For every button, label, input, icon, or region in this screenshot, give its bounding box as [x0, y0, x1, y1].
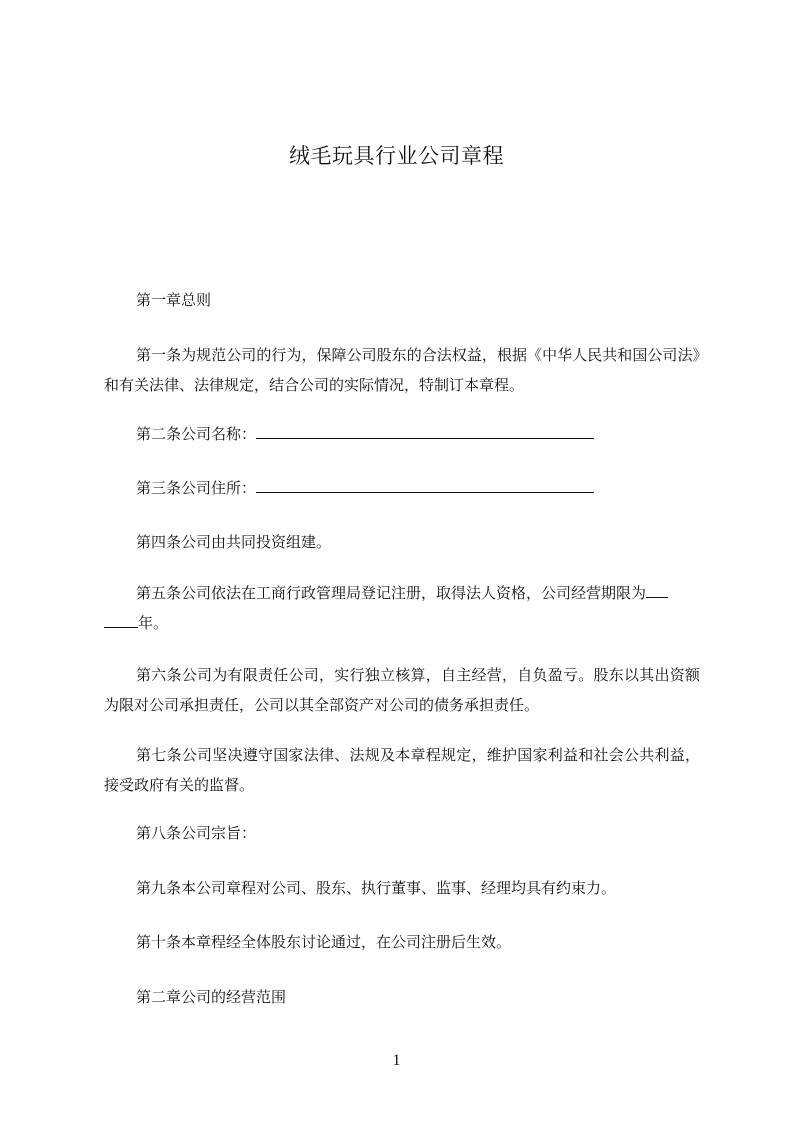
article-6: 第六条公司为有限责任公司，实行独立核算，自主经营，自负盈亏。股东以其出资额为限对公司承担责任，公司以其全部资产对公司的债务承担责任。 [104, 666, 700, 714]
company-address-blank [256, 478, 594, 493]
article-5 [104, 578, 700, 638]
article-3 [104, 473, 700, 503]
chapter-1-heading: 第一章总则 [136, 291, 212, 309]
article-4: 第四条公司由共同投资组建。 [136, 533, 332, 551]
page-title: 绒毛玩具行业公司章程 [289, 144, 504, 168]
company-name-blank [256, 424, 594, 439]
term-blank-1 [646, 583, 668, 598]
article-7: 第七条公司坚决遵守国家法律、法规及本章程规定，维护国家利益和社会公共利益，接受政府有关的监督。 [104, 746, 700, 794]
article-9: 第九条本公司章程对公司、股东、执行董事、监事、经理均具有约束力。 [136, 879, 617, 897]
article-8: 第八条公司宗旨： [136, 824, 257, 842]
term-blank-2 [104, 613, 138, 628]
article-10: 第十条本章程经全体股东讨论通过，在公司注册后生效。 [136, 933, 512, 951]
article-3-label: 第三条公司住所： [136, 479, 257, 497]
article-2 [104, 419, 700, 449]
article-1: 第一条为规范公司的行为，保障公司股东的合法权益，根据《中华人民共和国公司法》和有关法律、法律规定，结合公司的实际情况，特制订本章程。 [104, 346, 700, 394]
article-5-prefix: 第五条公司依法在工商行政管理局登记注册，取得法人资格，公司经营期限为 [136, 584, 647, 602]
page-number: 1 [392, 1052, 401, 1069]
article-5-suffix: 年。 [138, 614, 169, 632]
chapter-2-heading: 第二章公司的经营范围 [136, 988, 287, 1006]
article-2-label: 第二条公司名称： [136, 425, 257, 443]
